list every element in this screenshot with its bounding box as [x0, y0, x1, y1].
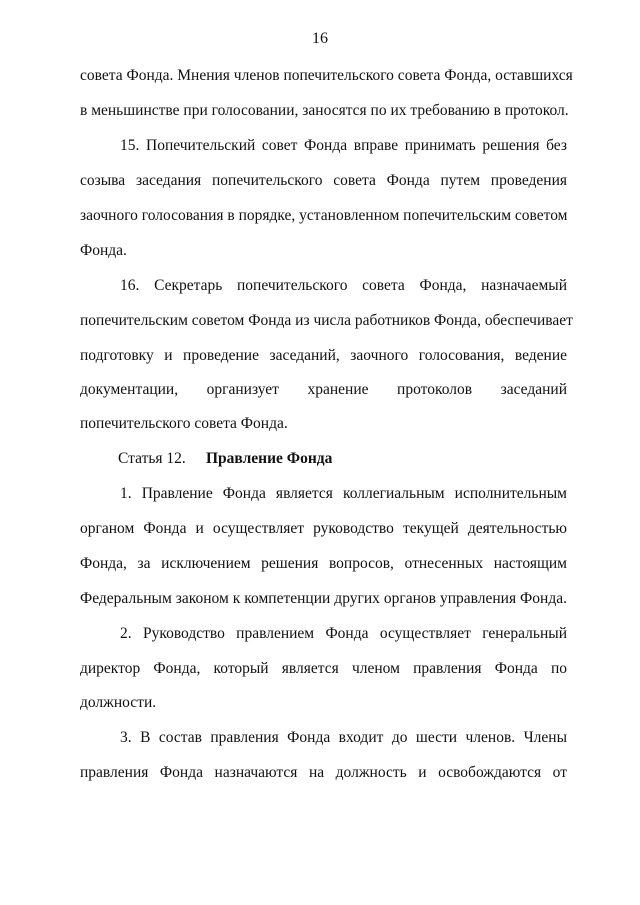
text-line: созыва заседания попечительского совета Фонда путем проведения [80, 172, 567, 189]
article-title: Правление Фонда [206, 450, 333, 467]
text-line: попечительским советом Фонда из числа работников Фонда, обеспечивает [80, 312, 573, 329]
text-line: в меньшинстве при голосовании, заносятся по их требованию в протокол. [80, 102, 569, 119]
text-line: правления Фонда назначаются на должность и освобождаются от [80, 764, 567, 781]
text-line: 2. Руководство правлением Фонда осуществляет генеральный [120, 625, 567, 642]
text-line: подготовку и проведение заседаний, заочного голосования, ведение [80, 347, 567, 364]
text-line: должности. [80, 694, 157, 711]
text-line: органом Фонда и осуществляет руководство текущей деятельностью [80, 520, 567, 537]
text-line: документации, организует хранение протоколов заседаний [80, 381, 567, 398]
text-line: Федеральным законом к компетенции других органов управления Фонда. [80, 590, 567, 607]
page-number: 16 [312, 30, 328, 47]
text-line: директор Фонда, который является членом правления Фонда по [80, 660, 567, 677]
text-line: заочного голосования в порядке, установленном попечительским советом [80, 207, 568, 224]
text-line: 1. Правление Фонда является коллегиальным исполнительным [120, 485, 567, 502]
text-line: попечительского совета Фонда. [80, 415, 288, 432]
text-line: Фонда, за исключением решения вопросов, отнесенных настоящим [80, 555, 567, 572]
text-line: совета Фонда. Мнения членов попечительского совета Фонда, оставшихся [80, 67, 573, 84]
text-line: 15. Попечительский совет Фонда вправе принимать решения без [120, 137, 567, 154]
text-line: 3. В состав правления Фонда входит до шести членов. Члены [120, 729, 567, 746]
text-line: 16. Секретарь попечительского совета Фонда, назначаемый [120, 277, 567, 294]
text-line: Фонда. [80, 242, 127, 259]
article-label: Статья 12. [118, 450, 186, 467]
